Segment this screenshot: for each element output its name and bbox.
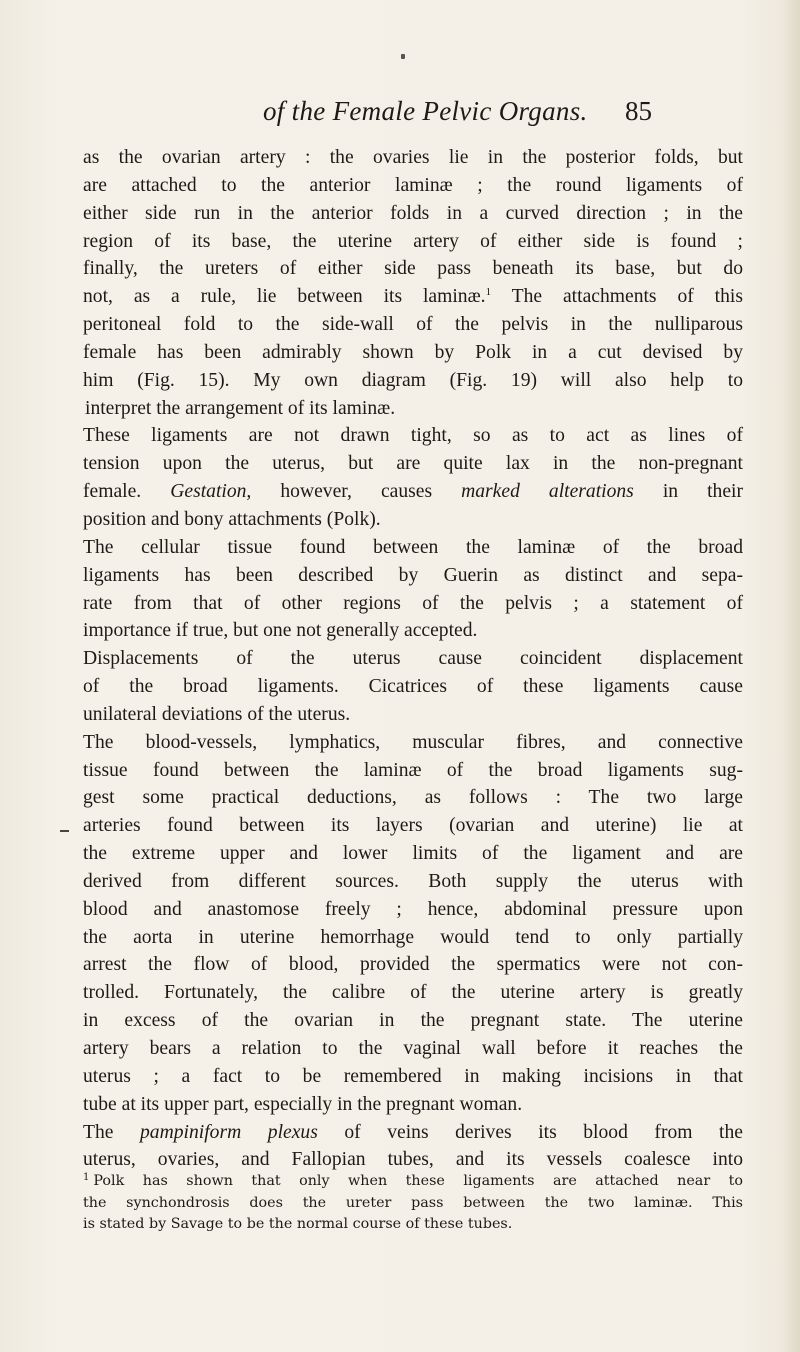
- text-segment: of veins derives its blood from the: [317, 1121, 743, 1143]
- text-line: unilateral deviations of the uterus.: [83, 703, 351, 725]
- text-line: [83, 1119, 743, 1147]
- footnote-line: is stated by Savage to be the normal course of these tubes.: [83, 1216, 513, 1232]
- text-line: artery bears a relation to the vaginal wall before it reaches the: [83, 1038, 743, 1059]
- text-line: peritoneal fold to the side-wall of the pelvis in the nulliparous: [83, 314, 743, 336]
- text-line: of the broad ligaments. Cicatrices of these ligaments cause: [83, 676, 743, 698]
- text-line: Displacements of the uterus cause coincident displacement: [83, 648, 743, 670]
- text-line: finally, the ureters of either side pass beneath its base, but do: [83, 258, 743, 280]
- text-segment: The attachments of this: [491, 286, 743, 308]
- text-line: as the ovarian artery : the ovaries lie in the posterior folds, but: [83, 147, 743, 168]
- footnote-reference: 1: [485, 286, 492, 299]
- page-edge-shadow: [782, 0, 800, 1352]
- running-head: of the Female Pelvic Organs.: [263, 96, 588, 126]
- text-line: position and bony attachments (Polk).: [83, 508, 381, 530]
- text-line: rate from that of other regions of the pelvis ; a statement of: [83, 592, 743, 614]
- text-segment: not, as a rule, lie between its laminæ.: [83, 286, 486, 308]
- footnotes: [83, 1171, 743, 1236]
- text-segment: however, causes: [251, 481, 462, 503]
- italic-text: Gestation,: [170, 481, 252, 503]
- text-line: derived from different sources. Both supply the uterus with: [83, 870, 743, 892]
- italic-text: marked alterations: [461, 481, 634, 503]
- text-line: The cellular tissue found between the laminæ of the broad: [83, 536, 743, 558]
- text-line: either side run in the anterior folds in a curved direction ; in the: [83, 202, 743, 224]
- text-segment: in their: [633, 481, 744, 503]
- text-segment: female.: [83, 481, 142, 503]
- footnote-text: Polk has shown that only when these ligaments are attached near to: [93, 1173, 743, 1189]
- text-segment: The: [83, 1121, 114, 1143]
- text-line: importance if true, but one not generally accepted.: [83, 620, 478, 642]
- page-number: 85: [625, 96, 652, 126]
- text-line: the extreme upper and lower limits of the ligament and are: [83, 843, 743, 865]
- footnote-line: [83, 1171, 743, 1193]
- text-line: arteries found between its layers (ovarian and uterine) lie at: [83, 815, 743, 837]
- text-line: tube at its upper part, especially in the pregnant woman.: [83, 1093, 523, 1115]
- text-line: the aorta in uterine hemorrhage would tend to only partially: [83, 926, 743, 948]
- page-header: [0, 96, 800, 128]
- stray-ink-mark: [401, 54, 405, 59]
- text-line: him (Fig. 15). My own diagram (Fig. 19) will also help to: [83, 369, 743, 391]
- text-line: interpret the arrangement of its laminæ.: [85, 397, 396, 419]
- text-line: blood and anastomose freely ; hence, abdominal pressure upon: [83, 898, 743, 920]
- footnote-number: 1: [83, 1172, 90, 1183]
- text-line: female has been admirably shown by Polk in a cut devised by: [83, 341, 743, 363]
- text-line: gest some practical deductions, as follows : The two large: [83, 787, 743, 809]
- text-line: arrest the flow of blood, provided the spermatics were not con-: [83, 954, 743, 976]
- text-line: ligaments has been described by Guerin as distinct and sepa-: [83, 564, 743, 586]
- text-line: [83, 478, 743, 506]
- text-line: trolled. Fortunately, the calibre of the uterine artery is greatly: [83, 982, 743, 1004]
- text-line: These ligaments are not drawn tight, so as to act as lines of: [83, 425, 743, 447]
- text-line: tension upon the uterus, but are quite lax in the non-pregnant: [83, 453, 743, 475]
- italic-text: pampiniform plexus: [140, 1121, 318, 1143]
- text-line: in excess of the ovarian in the pregnant state. The uterine: [83, 1010, 743, 1032]
- margin-mark: [60, 830, 69, 832]
- body-text: [83, 144, 743, 1174]
- text-line: [83, 283, 743, 311]
- text-line: uterus ; a fact to be remembered in making incisions in that: [83, 1065, 743, 1087]
- text-line: region of its base, the uterine artery of either side is found ;: [83, 230, 743, 252]
- text-line: The blood-vessels, lymphatics, muscular fibres, and connective: [83, 731, 743, 753]
- footnote-line: the synchondrosis does the ureter pass between the two laminæ. This: [83, 1194, 743, 1211]
- text-line: are attached to the anterior laminæ ; the round ligaments of: [83, 174, 743, 196]
- text-line: tissue found between the laminæ of the broad ligaments sug-: [83, 759, 743, 781]
- text-line: uterus, ovaries, and Fallopian tubes, and its vessels coalesce into: [83, 1149, 743, 1171]
